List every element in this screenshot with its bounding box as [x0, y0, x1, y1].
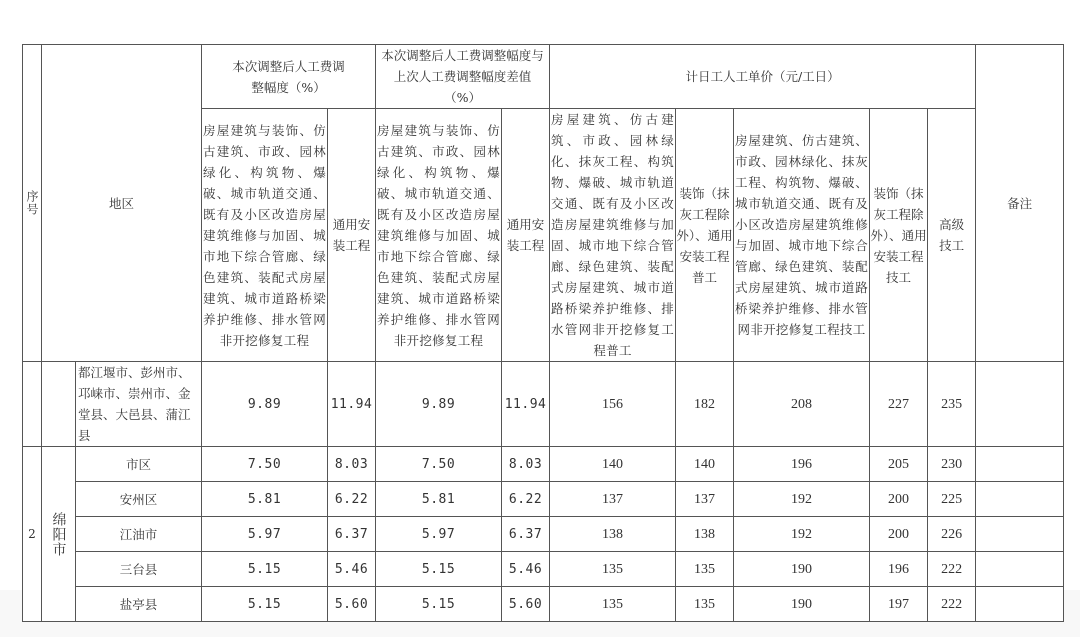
g3-decor-general-cell: 135 — [676, 552, 734, 587]
remarks-cell — [976, 552, 1064, 587]
seq-cell — [23, 362, 42, 447]
g3-senior-cell: 222 — [928, 552, 976, 587]
header-g3-senior: 高级技工 — [928, 109, 976, 362]
remarks-cell — [976, 482, 1064, 517]
g3-building-skilled-cell: 208 — [734, 362, 870, 447]
table-row — [23, 447, 1064, 482]
g1-building-cell: 9.89 — [202, 362, 328, 447]
g3-decor-general-cell: 182 — [676, 362, 734, 447]
header-group-difference: 本次调整后人工费调整幅度与上次人工费调整幅度差值（%） — [376, 45, 550, 109]
g2-install-cell: 6.37 — [502, 517, 550, 552]
city-cell: 绵阳市 — [42, 447, 76, 622]
header-g1-install: 通用安装工程 — [328, 109, 376, 362]
g1-install-cell: 8.03 — [328, 447, 376, 482]
g3-decor-skilled-cell: 197 — [870, 587, 928, 622]
header-g2-building: 房屋建筑与装饰、仿古建筑、市政、园林绿化、构筑物、爆破、城市轨道交通、既有及小区改造房屋建筑维修与加固、城市地下综合管廊、绿色建筑、装配式房屋建筑、城市道路桥梁养护维修、排水管网非开挖修复工程 — [376, 109, 502, 362]
table-row — [23, 517, 1064, 552]
table-row — [23, 587, 1064, 622]
g3-decor-skilled-cell: 196 — [870, 552, 928, 587]
g3-decor-skilled-cell: 227 — [870, 362, 928, 447]
table-row — [23, 552, 1064, 587]
table-row — [23, 482, 1064, 517]
district-cell: 都江堰市、彭州市、邛崃市、崇州市、金堂县、大邑县、蒲江县 — [76, 362, 202, 447]
g3-decor-general-cell: 138 — [676, 517, 734, 552]
remarks-cell — [976, 587, 1064, 622]
g1-building-cell: 5.81 — [202, 482, 328, 517]
seq-cell: 2 — [23, 447, 42, 622]
g3-building-skilled-cell: 190 — [734, 552, 870, 587]
remarks-cell — [976, 447, 1064, 482]
district-cell: 市区 — [76, 447, 202, 482]
district-cell: 江油市 — [76, 517, 202, 552]
header-g1-building: 房屋建筑与装饰、仿古建筑、市政、园林绿化、构筑物、爆破、城市轨道交通、既有及小区改造房屋建筑维修与加固、城市地下综合管廊、绿色建筑、装配式房屋建筑、城市道路桥梁养护维修、排水管网非开挖修复工程 — [202, 109, 328, 362]
g3-building-general-cell: 140 — [550, 447, 676, 482]
header-seq: 序号 — [23, 45, 42, 362]
g1-install-cell: 11.94 — [328, 362, 376, 447]
labor-cost-table — [22, 44, 1064, 622]
g1-building-cell: 7.50 — [202, 447, 328, 482]
header-g3-decor-general: 装饰（抹灰工程除外）、通用安装工程普工 — [676, 109, 734, 362]
g2-install-cell: 5.60 — [502, 587, 550, 622]
g3-building-general-cell: 156 — [550, 362, 676, 447]
g1-building-cell: 5.97 — [202, 517, 328, 552]
g3-decor-general-cell: 135 — [676, 587, 734, 622]
g3-decor-skilled-cell: 205 — [870, 447, 928, 482]
g2-building-cell: 5.97 — [376, 517, 502, 552]
g3-decor-skilled-cell: 200 — [870, 517, 928, 552]
district-cell: 盐亭县 — [76, 587, 202, 622]
g1-install-cell: 6.37 — [328, 517, 376, 552]
header-g3-decor-skilled: 装饰（抹灰工程除外）、通用安装工程技工 — [870, 109, 928, 362]
g3-decor-general-cell: 140 — [676, 447, 734, 482]
g3-building-skilled-cell: 196 — [734, 447, 870, 482]
header-g3-building-general: 房屋建筑、仿古建筑、市政、园林绿化、抹灰工程、构筑物、爆破、城市轨道交通、既有及小区改造房屋建筑维修与加固、城市地下综合管廊、绿色建筑、装配式房屋建筑、城市道路桥梁养护维修、排水管网非开挖修复工程普工 — [550, 109, 676, 362]
header-g2-install: 通用安装工程 — [502, 109, 550, 362]
g3-building-general-cell: 135 — [550, 552, 676, 587]
g3-senior-cell: 235 — [928, 362, 976, 447]
g3-decor-skilled-cell: 200 — [870, 482, 928, 517]
district-cell: 三台县 — [76, 552, 202, 587]
g1-install-cell: 5.46 — [328, 552, 376, 587]
g3-building-general-cell: 135 — [550, 587, 676, 622]
g3-senior-cell: 225 — [928, 482, 976, 517]
g2-install-cell: 8.03 — [502, 447, 550, 482]
header-remarks: 备注 — [976, 45, 1064, 362]
header-g3-building-skilled: 房屋建筑、仿古建筑、市政、园林绿化、抹灰工程、构筑物、爆破、城市轨道交通、既有及小区改造房屋建筑维修与加固、城市地下综合管廊、绿色建筑、装配式房屋建筑、城市道路桥梁养护维修、排水管网非开挖修复工程技工 — [734, 109, 870, 362]
header-region: 地区 — [42, 45, 202, 362]
g2-building-cell: 9.89 — [376, 362, 502, 447]
remarks-cell — [976, 517, 1064, 552]
g3-decor-general-cell: 137 — [676, 482, 734, 517]
remarks-cell — [976, 362, 1064, 447]
g2-install-cell: 6.22 — [502, 482, 550, 517]
table-row — [23, 362, 1064, 447]
g2-building-cell: 7.50 — [376, 447, 502, 482]
g2-building-cell: 5.15 — [376, 587, 502, 622]
g3-building-skilled-cell: 190 — [734, 587, 870, 622]
header-group-adjustment: 本次调整后人工费调整幅度（%） — [202, 45, 376, 109]
header-group-daywork-price: 计日工人工单价（元/工日） — [550, 45, 976, 109]
g1-building-cell: 5.15 — [202, 552, 328, 587]
g2-install-cell: 11.94 — [502, 362, 550, 447]
g1-building-cell: 5.15 — [202, 587, 328, 622]
city-cell — [42, 362, 76, 447]
g2-building-cell: 5.81 — [376, 482, 502, 517]
g2-install-cell: 5.46 — [502, 552, 550, 587]
g3-senior-cell: 222 — [928, 587, 976, 622]
g3-senior-cell: 226 — [928, 517, 976, 552]
g1-install-cell: 5.60 — [328, 587, 376, 622]
header-row-1 — [23, 45, 1064, 109]
g3-senior-cell: 230 — [928, 447, 976, 482]
g2-building-cell: 5.15 — [376, 552, 502, 587]
district-cell: 安州区 — [76, 482, 202, 517]
g1-install-cell: 6.22 — [328, 482, 376, 517]
g3-building-skilled-cell: 192 — [734, 517, 870, 552]
g3-building-general-cell: 138 — [550, 517, 676, 552]
g3-building-skilled-cell: 192 — [734, 482, 870, 517]
g3-building-general-cell: 137 — [550, 482, 676, 517]
